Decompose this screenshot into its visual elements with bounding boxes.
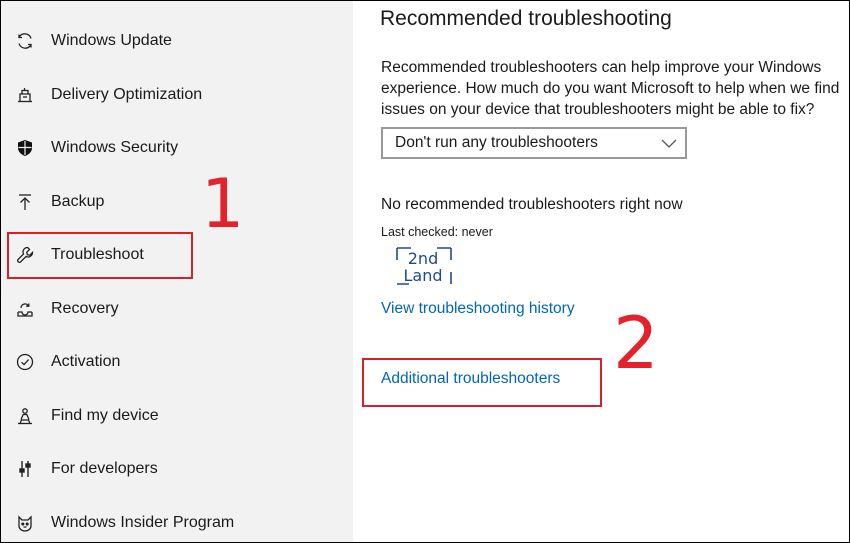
troubleshoot-highlight-box (7, 232, 193, 279)
main-content (353, 1, 849, 542)
step-number-2: 2 (613, 301, 659, 385)
insider-cat-icon (14, 512, 36, 534)
delivery-icon (14, 84, 36, 106)
sidebar-item-label: Delivery Optimization (51, 86, 203, 103)
sidebar-item-label: Troubleshoot (51, 246, 144, 263)
troubleshoot-description: Recommended troubleshooters can help improve your Windows experience. How much do you want Microsoft to help when we find issues on your device that troubleshooters might be able to fix? (381, 59, 840, 118)
backup-upload-icon (14, 191, 36, 213)
step-number-1: 1 (201, 165, 245, 244)
settings-sidebar (1, 1, 353, 542)
troubleshoot-preference-dropdown[interactable] (381, 127, 687, 159)
recommendation-status: No recommended troubleshooters right now (381, 196, 683, 213)
sidebar-item-activation[interactable] (1, 342, 353, 382)
additional-troubleshooters-link[interactable]: Additional troubleshooters (381, 370, 561, 387)
sidebar-item-find-my-device[interactable] (1, 396, 353, 436)
2nd-land-watermark-logo (396, 247, 452, 285)
sidebar-item-label: Windows Update (51, 32, 172, 49)
chevron-down-icon (661, 137, 677, 149)
sidebar-item-label: For developers (51, 460, 158, 477)
view-troubleshooting-history-link[interactable]: View troubleshooting history (381, 300, 575, 317)
additional-troubleshooters-highlight-box (362, 358, 602, 407)
developer-sliders-icon (14, 458, 36, 480)
page-title: Recommended troubleshooting (380, 7, 672, 30)
sidebar-item-recovery[interactable] (1, 289, 353, 329)
sidebar-item-windows-insider-program[interactable] (1, 503, 353, 543)
shield-icon (14, 137, 36, 159)
person-location-icon (14, 405, 36, 427)
sidebar-item-label: Windows Security (51, 139, 179, 156)
svg-text:2nd: 2nd (407, 249, 439, 268)
sidebar-item-windows-security[interactable] (1, 128, 353, 168)
sidebar-item-windows-update[interactable] (1, 21, 353, 61)
recovery-icon (14, 298, 36, 320)
sidebar-item-label: Find my device (51, 407, 159, 424)
sidebar-item-backup[interactable] (1, 182, 353, 222)
check-circle-icon (14, 351, 36, 373)
sidebar-item-label: Backup (51, 193, 105, 210)
sidebar-item-delivery-optimization[interactable] (1, 75, 353, 115)
dropdown-selected-value: Don't run any troubleshooters (395, 134, 598, 151)
svg-text:Land: Land (403, 266, 443, 285)
sidebar-item-for-developers[interactable] (1, 449, 353, 489)
sync-icon (14, 30, 36, 52)
sidebar-item-label: Windows Insider Program (51, 514, 235, 531)
last-checked-text: Last checked: never (381, 225, 493, 239)
sidebar-item-label: Recovery (51, 300, 119, 317)
sidebar-item-label: Activation (51, 353, 121, 370)
